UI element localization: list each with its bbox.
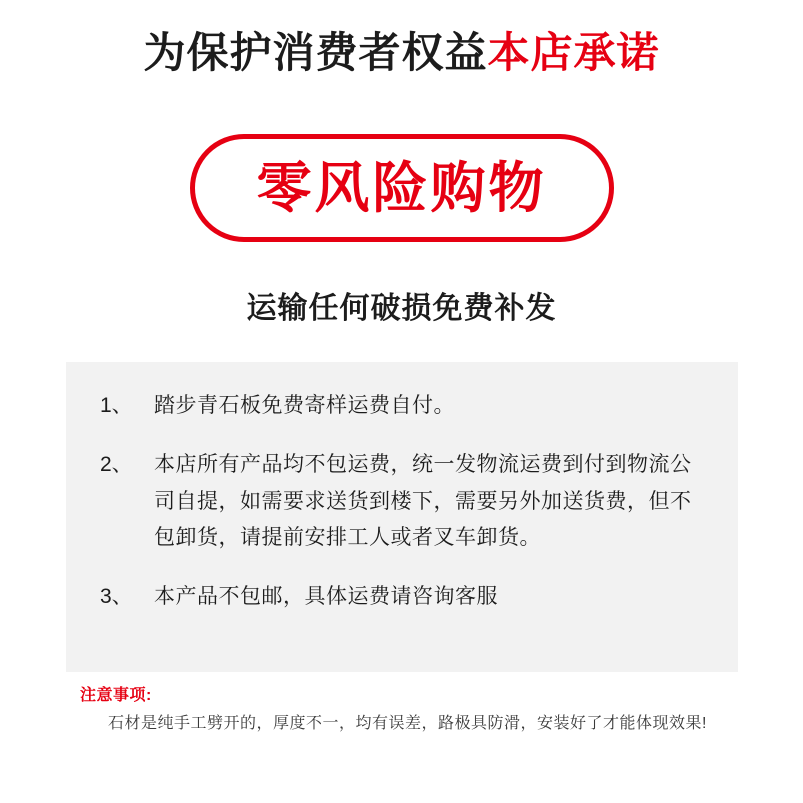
list-item-text: 本店所有产品均不包运费，统一发物流运费到付到物流公司自提，如需要求送货到楼下，需要另外加送货费，但不包卸货，请提前安排工人或者叉车卸货。 bbox=[154, 452, 692, 550]
subtitle: 运输任何破损免费补发 bbox=[246, 292, 557, 325]
notice-body: 石材是纯手工劈开的，厚度不一，均有误差，路极具防滑，安装好了才能体现效果! bbox=[108, 715, 707, 732]
notice-title: 注意事项: bbox=[80, 687, 152, 704]
list-item-number: 2、 bbox=[100, 452, 133, 476]
list-item-number: 1、 bbox=[100, 394, 133, 417]
list-item-text: 本产品不包邮，具体运费请咨询客服 bbox=[154, 585, 498, 608]
list-item bbox=[100, 447, 704, 557]
list-item bbox=[100, 579, 704, 616]
list-item-text: 踏步青石板免费寄样运费自付。 bbox=[154, 394, 455, 417]
notice-block bbox=[80, 682, 740, 737]
zero-risk-badge bbox=[190, 134, 614, 242]
page-title bbox=[0, 28, 803, 78]
list-item bbox=[100, 388, 704, 425]
terms-panel bbox=[66, 362, 738, 672]
page-title-dark-text: 为保护消费者权益 bbox=[143, 29, 488, 76]
zero-risk-badge-label: 零风险购物 bbox=[256, 156, 547, 219]
list-item-number: 3、 bbox=[100, 585, 133, 608]
page-title-red-text: 本店承诺 bbox=[487, 29, 660, 76]
zero-risk-badge-wrap bbox=[0, 134, 803, 242]
